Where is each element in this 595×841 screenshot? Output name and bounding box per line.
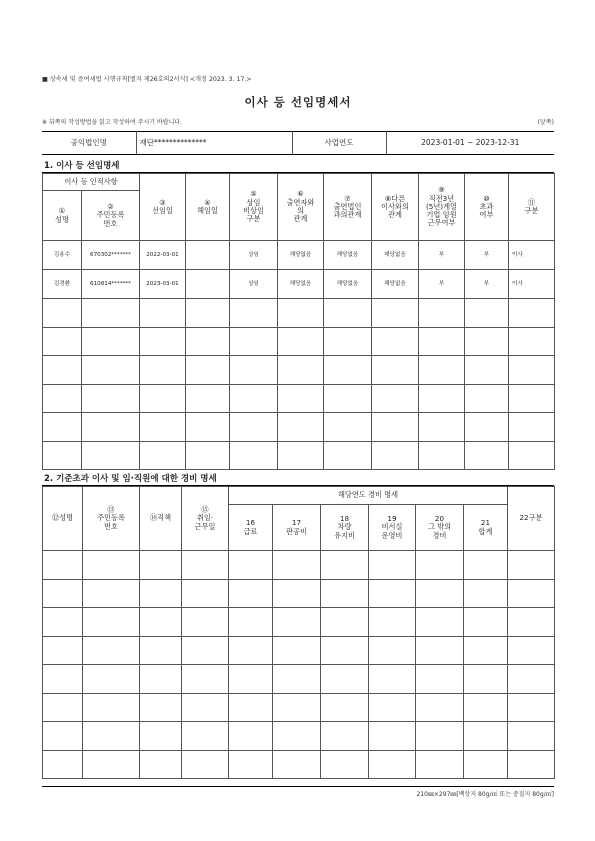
fiscal-period-value: 2023-01-01 ~ 2023-12-31	[386, 132, 554, 155]
col-salary: 16 급료	[229, 505, 273, 551]
corp-name-value: 재단**************	[136, 132, 292, 155]
excess: 부	[465, 241, 509, 270]
corp-info-table	[42, 131, 554, 155]
col-dismiss-date: ④ 해임일	[186, 174, 230, 241]
col-exp-rrn: ⑬ 주민등록 번호	[83, 487, 140, 551]
relation-director: 해당없음	[372, 270, 419, 299]
form-title: 이사 등 선임명세서	[244, 95, 352, 109]
instruction-note: ※ 뒤쪽의 작성방법을 읽고 작성하여 주시기 바랍니다.	[42, 119, 183, 126]
col-exp-name: ⑫성명	[43, 487, 83, 551]
director-table	[42, 173, 555, 470]
table-row	[43, 693, 555, 722]
table-row	[43, 441, 555, 470]
col-position: ⑭직책	[140, 487, 182, 551]
table-row	[43, 299, 555, 328]
relation-corp: 해당없음	[324, 270, 372, 299]
col-division: ⑪ 구분	[509, 174, 555, 241]
affiliate-work: 부	[419, 270, 465, 299]
table-row	[43, 270, 555, 299]
table-row	[43, 241, 555, 270]
fulltime-type: 상임	[230, 241, 278, 270]
law-reference: ■ 상속세 및 증여세법 시행규칙[별지 제26호의2서식] <개정 2023. 3. 17.>	[42, 76, 252, 83]
col-fulltime-type: ⑤ 상임 비상임 구분	[230, 174, 278, 241]
col-entertainment: 17 판공비	[273, 505, 321, 551]
appoint-date: 2022-03-01	[140, 241, 186, 270]
table-row	[43, 551, 555, 580]
section1-title: 1. 이사 등 선임명세	[44, 161, 120, 171]
director-rrn: 610814*******	[82, 270, 140, 299]
col-exp-division: 22구분	[508, 487, 555, 551]
table-row	[43, 608, 555, 637]
relation-donor: 해당없음	[278, 270, 324, 299]
col-relation-director: ⑧다른 이사와의 관계	[372, 174, 419, 241]
col-other: 20 그 밖의 경비	[416, 505, 464, 551]
col-work-date: ⑮ 취임· 근무일	[182, 487, 229, 551]
expense-table	[42, 486, 555, 779]
table-row	[43, 579, 555, 608]
dismiss-date	[186, 270, 230, 299]
bottom-rule	[42, 786, 554, 787]
excess: 부	[465, 270, 509, 299]
col-appoint-date: ③ 선임일	[140, 174, 186, 241]
col-relation-corp: ⑦ 출연법인 과의관계	[324, 174, 372, 241]
division: 이사	[509, 270, 555, 299]
corp-name-label: 공익법인명	[42, 132, 136, 155]
fiscal-year-label: 사업연도	[292, 132, 386, 155]
fulltime-type: 상임	[230, 270, 278, 299]
table-row	[43, 413, 555, 442]
relation-donor: 해당없음	[278, 241, 324, 270]
table-row	[43, 636, 555, 665]
relation-director: 해당없음	[372, 241, 419, 270]
personal-info-header: 이사 등 인적사항	[43, 174, 140, 191]
section2-title: 2. 기준초과 이사 및 임·직원에 대한 경비 명세	[44, 474, 217, 484]
col-secretary: 19 비서실 운영비	[369, 505, 416, 551]
division: 이사	[509, 241, 555, 270]
table-row	[43, 722, 555, 751]
expense-group-header: 해당연도 경비 명세	[229, 487, 508, 505]
director-name: 김경환	[43, 270, 82, 299]
paper-spec: 210㎜×297㎜[백상지 80g/㎡ 또는 중질지 80g/㎡]	[416, 791, 554, 798]
col-total: 21 합계	[464, 505, 508, 551]
col-relation-donor: ⑥ 출연자와 의 관계	[278, 174, 324, 241]
col-affiliate-work: ⑨ 직전3년 (5년)계열 기업 임원 근무여부	[419, 174, 465, 241]
dismiss-date	[186, 241, 230, 270]
col-vehicle: 18 차량 유지비	[321, 505, 369, 551]
col-rrn: ② 주민등록 번호	[82, 191, 140, 241]
director-rrn: 670302*******	[82, 241, 140, 270]
page-side-label: (앞쪽)	[537, 119, 554, 126]
table-row	[43, 750, 555, 779]
relation-corp: 해당없음	[324, 241, 372, 270]
table-row	[43, 665, 555, 694]
director-name: 김용수	[43, 241, 82, 270]
affiliate-work: 부	[419, 241, 465, 270]
table-row	[43, 327, 555, 356]
appoint-date: 2023-03-01	[140, 270, 186, 299]
col-name: ① 성명	[43, 191, 82, 241]
col-excess: ⑩ 초과 여부	[465, 174, 509, 241]
table-row	[43, 384, 555, 413]
table-row	[43, 356, 555, 385]
